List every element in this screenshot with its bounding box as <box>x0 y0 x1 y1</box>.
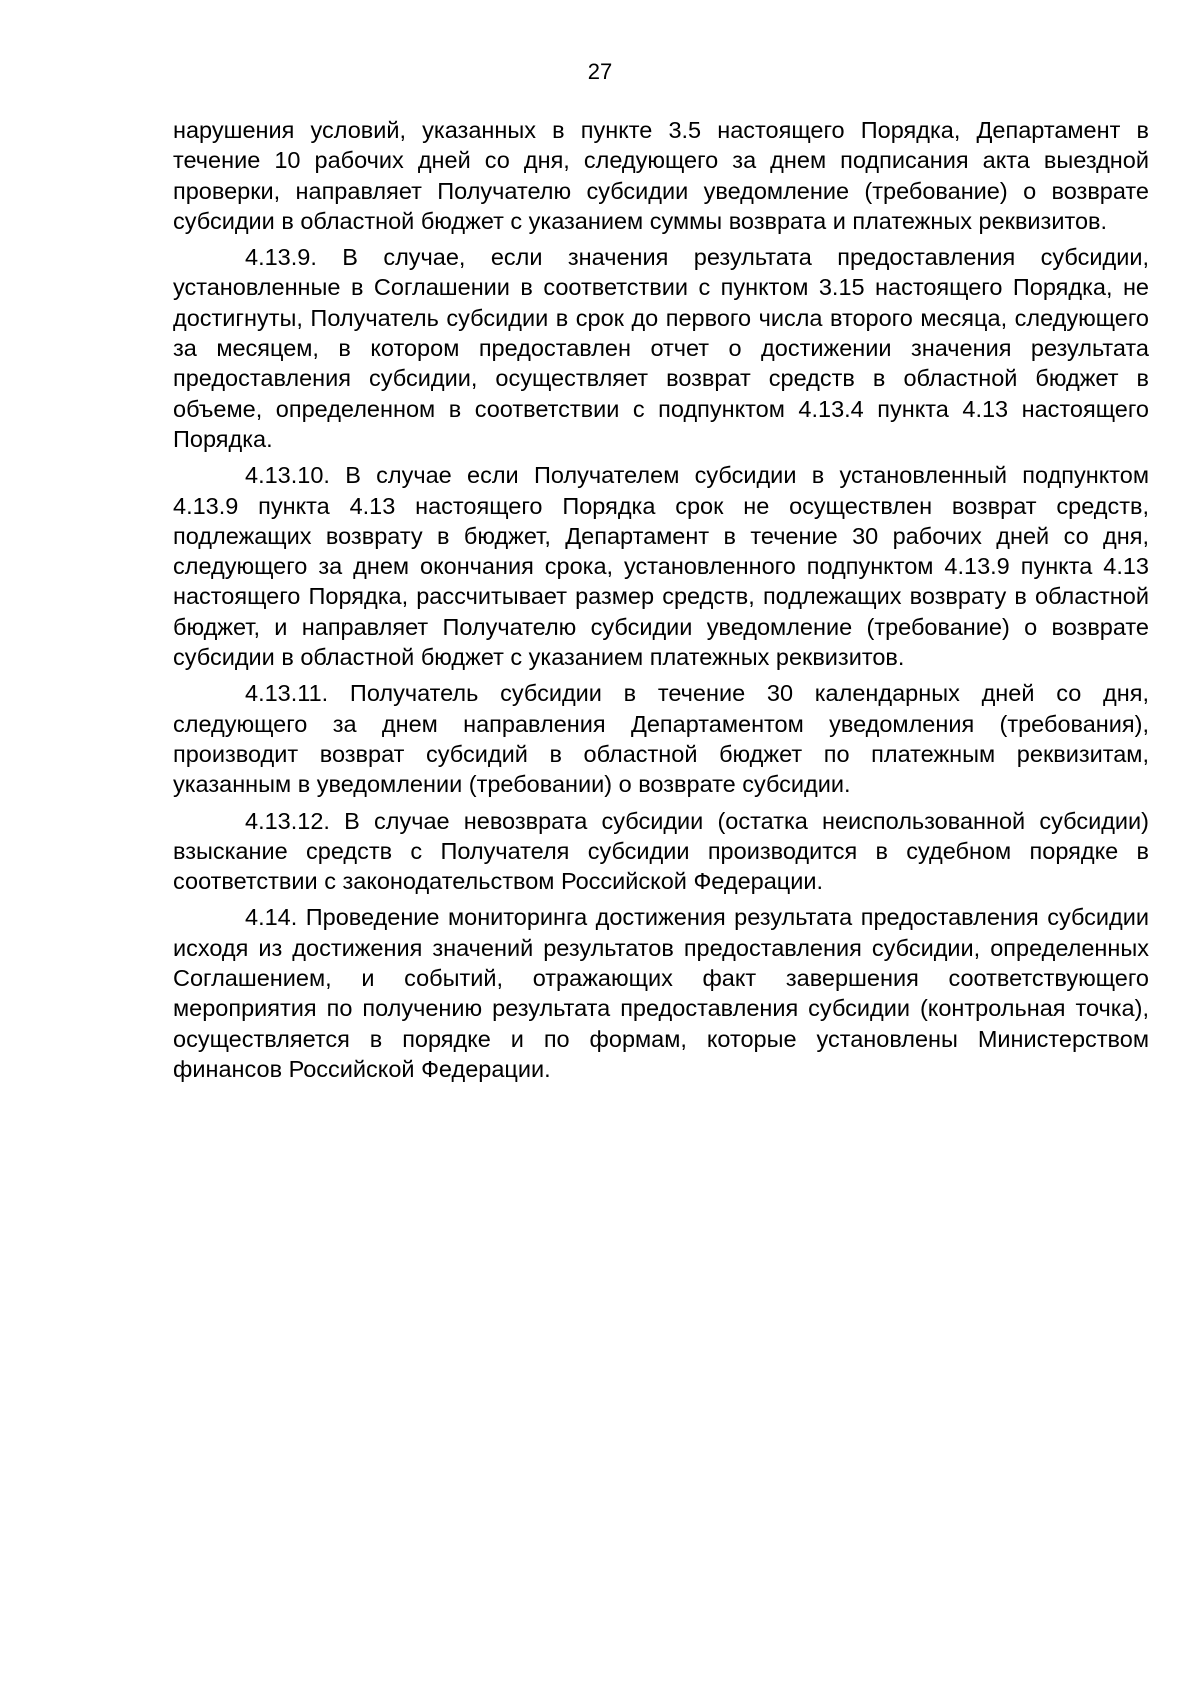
paragraph-4-14: 4.14. Проведение мониторинга достижения результата предоставления субсидии исходя из достижения значений результатов предоставления субсидии, определенных Соглашением, и событий, отражающих факт завершения соответствующего мероприятия по получению результата предоставления субсидии (контрольная точка), осуществляется в порядке и по формам, которые установлены Министерством финансов Российской Федерации. <box>173 904 1149 1082</box>
document-body <box>173 115 1149 1090</box>
paragraph-4-13-10: 4.13.10. В случае если Получателем субсидии в установленный подпунктом 4.13.9 пункта 4.13 настоящего Порядка срок не осуществлен возврат средств, подлежащих возврату в бюджет, Департамент в течение 30 рабочих дней со дня, следующего за днем окончания срока, установленного подпунктом 4.13.9 пункта 4.13 настоящего Порядка, рассчитывает размер средств, подлежащих возврату в областной бюджет, и направляет Получателю субсидии уведомление (требование) о возврате субсидии в областной бюджет с указанием платежных реквизитов. <box>173 462 1149 671</box>
paragraph-4-13-12: 4.13.12. В случае невозврата субсидии (остатка неиспользованной субсидии) взыскание средств с Получателя субсидии производится в судебном порядке в соответствии с законодательством Российской Федерации. <box>173 807 1149 895</box>
page-number: 27 <box>587 59 613 84</box>
paragraph-4-13-11: 4.13.11. Получатель субсидии в течение 30 календарных дней со дня, следующего за днем направления Департаментом уведомления (требования), производит возврат субсидий в областной бюджет по платежным реквизитам, указанным в уведомлении (требовании) о возврате субсидии. <box>173 680 1149 798</box>
paragraph-4-13-9: 4.13.9. В случае, если значения результата предоставления субсидии, установленные в Соглашении в соответствии с пунктом 3.15 настоящего Порядка, не достигнуты, Получатель субсидии в срок до первого числа второго месяца, следующего за месяцем, в котором предоставлен отчет о достижении значения результата предоставления субсидии, осуществляет возврат средств в областной бюджет в объеме, определенном в соответствии с подпунктом 4.13.4 пункта 4.13 настоящего Порядка. <box>173 244 1149 452</box>
paragraph-continuation: нарушения условий, указанных в пункте 3.5 настоящего Порядка, Департамент в течение 10 рабочих дней со дня, следующего за днем подписания акта выездной проверки, направляет Получателю субсидии уведомление (требование) о возврате субсидии в областной бюджет с указанием суммы возврата и платежных реквизитов. <box>173 117 1149 234</box>
